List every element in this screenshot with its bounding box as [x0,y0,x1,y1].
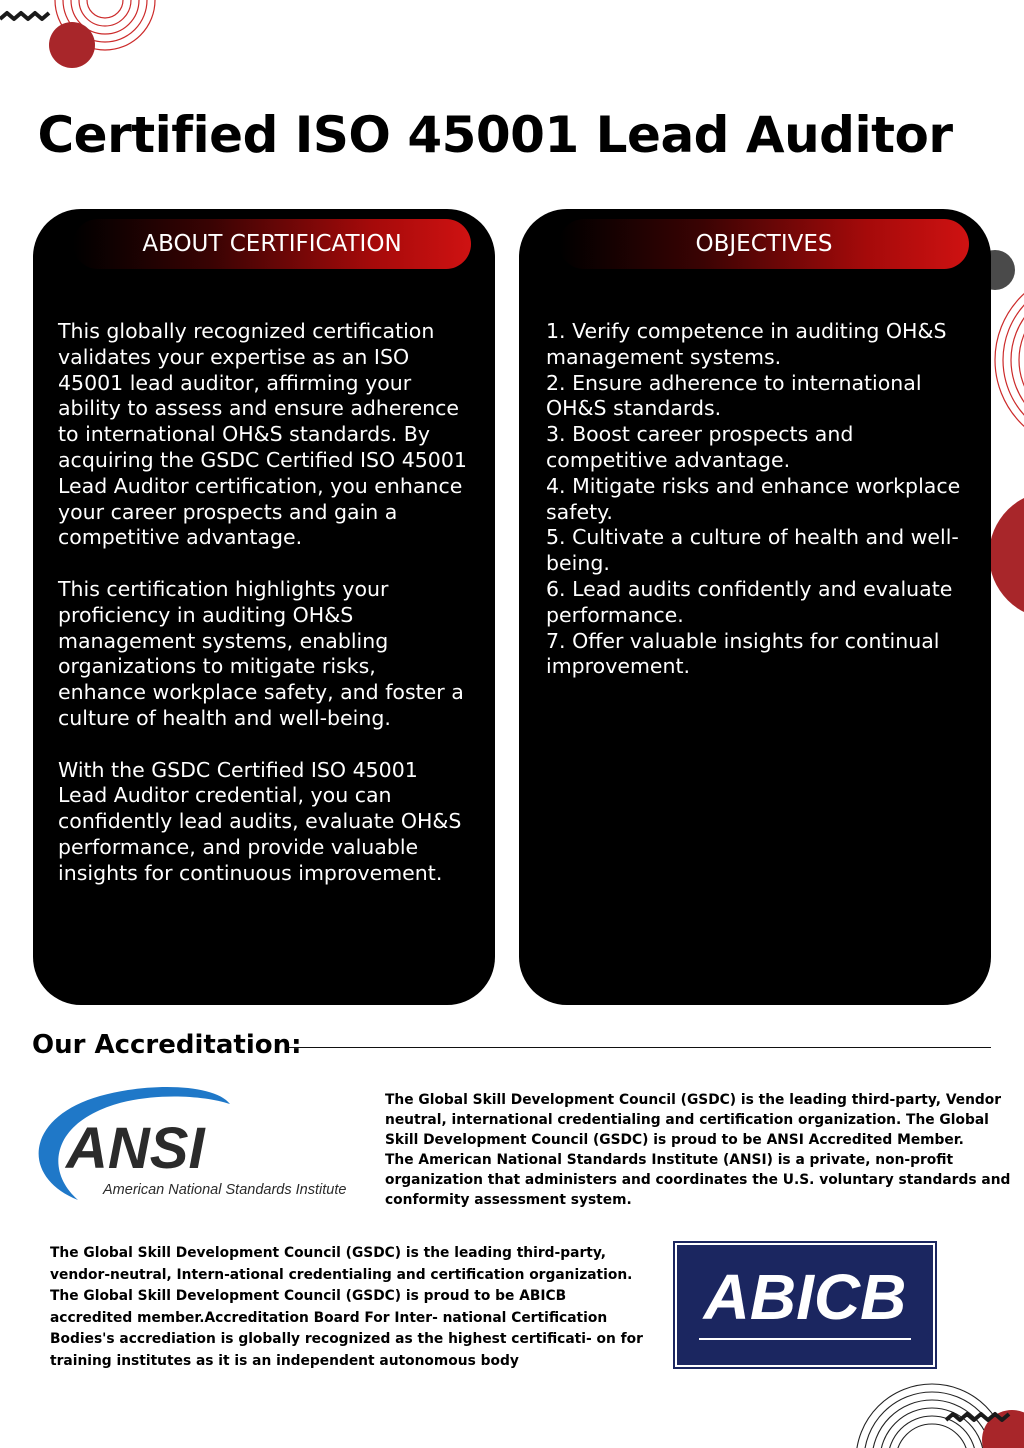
ansi-paragraph-2: The American National Standards Institute (ANSI) is a private, non-profit organization that administers and coordinates the U.S. voluntary standards and conformity assessment system. [385,1152,1011,1208]
ansi-logo-text: ANSI [66,1116,205,1181]
objective-item-6: 6. Lead audits confidently and evaluate performance. [546,576,953,627]
objective-item-7: 7. Offer valuable insights for continual improvement. [546,628,940,679]
abicb-logo-text: ABICB [703,1261,907,1333]
about-paragraph-2: This certification highlights your proficiency in auditing OH&S management systems, enabling organizations to mitigate risks, enhance workplace safety, and foster a culture of health and well-being. [58,576,464,730]
about-paragraph-1: This globally recognized certification validates your expertise as an ISO 45001 lead auditor, affirming your ability to assess and ensure adherence to international OH&S standards. By acquiring the GSDC Certified ISO 45001 Lead Auditor certification, you enhance your career prospects and gain a competitive advantage. [58,319,467,550]
objective-item-3: 3. Boost career prospects and competitive advantage. [546,422,854,472]
about-certification-card [33,209,495,1005]
objective-item-5: 5. Cultivate a culture of health and well-being. [546,525,959,576]
abicb-description: The Global Skill Development Council (GSDC) is the leading third-party, vendor-neutral, Intern-ational credentialing and certification organization. The Global Skill Development Council (GSDC) is proud to be ABICB accredited member.Accreditation Board For Inter- national Certification Bodies's accrediation is globally recognized as the highest certificati- on for training institutes as it is an independent autonomous body [50,1245,643,1369]
about-certification-heading: ABOUT CERTIFICATION [73,219,471,269]
decor-top-left [0,0,170,80]
objectives-list [546,319,966,680]
ansi-logo-subtext: American National Standards Institute [103,1182,347,1198]
ansi-description [385,1090,1017,1210]
ansi-logo [30,1082,360,1212]
objectives-card [519,209,991,1005]
objective-item-1: 1. Verify competence in auditing OH&S management systems. [546,319,947,369]
objective-item-4: 4. Mitigate risks and enhance workplace safety. [546,473,961,524]
accreditation-heading: Our Accreditation: [32,1030,302,1060]
abicb-logo-graphic [677,1245,933,1365]
decor-bottom-right [820,1380,1024,1448]
page-title: Certified ISO 45001 Lead Auditor [37,105,953,164]
accreditation-divider [287,1047,991,1048]
objectives-heading: OBJECTIVES [559,219,969,269]
about-paragraph-3: With the GSDC Certified ISO 45001 Lead Auditor credential, you can confidently lead audits, evaluate OH&S performance, and provide valuable insights for continuous improvement. [58,757,462,885]
abicb-logo [675,1243,935,1367]
ansi-paragraph-1: The Global Skill Development Council (GSDC) is the leading third-party, Vendor neutral, international credentialing and certification organization. The Global Skill Development Council (GSDC) is proud to be ANSI Accredited Member. [385,1092,1002,1148]
about-certification-body [58,319,468,912]
objective-item-2: 2. Ensure adherence to international OH&S standards. [546,370,922,421]
